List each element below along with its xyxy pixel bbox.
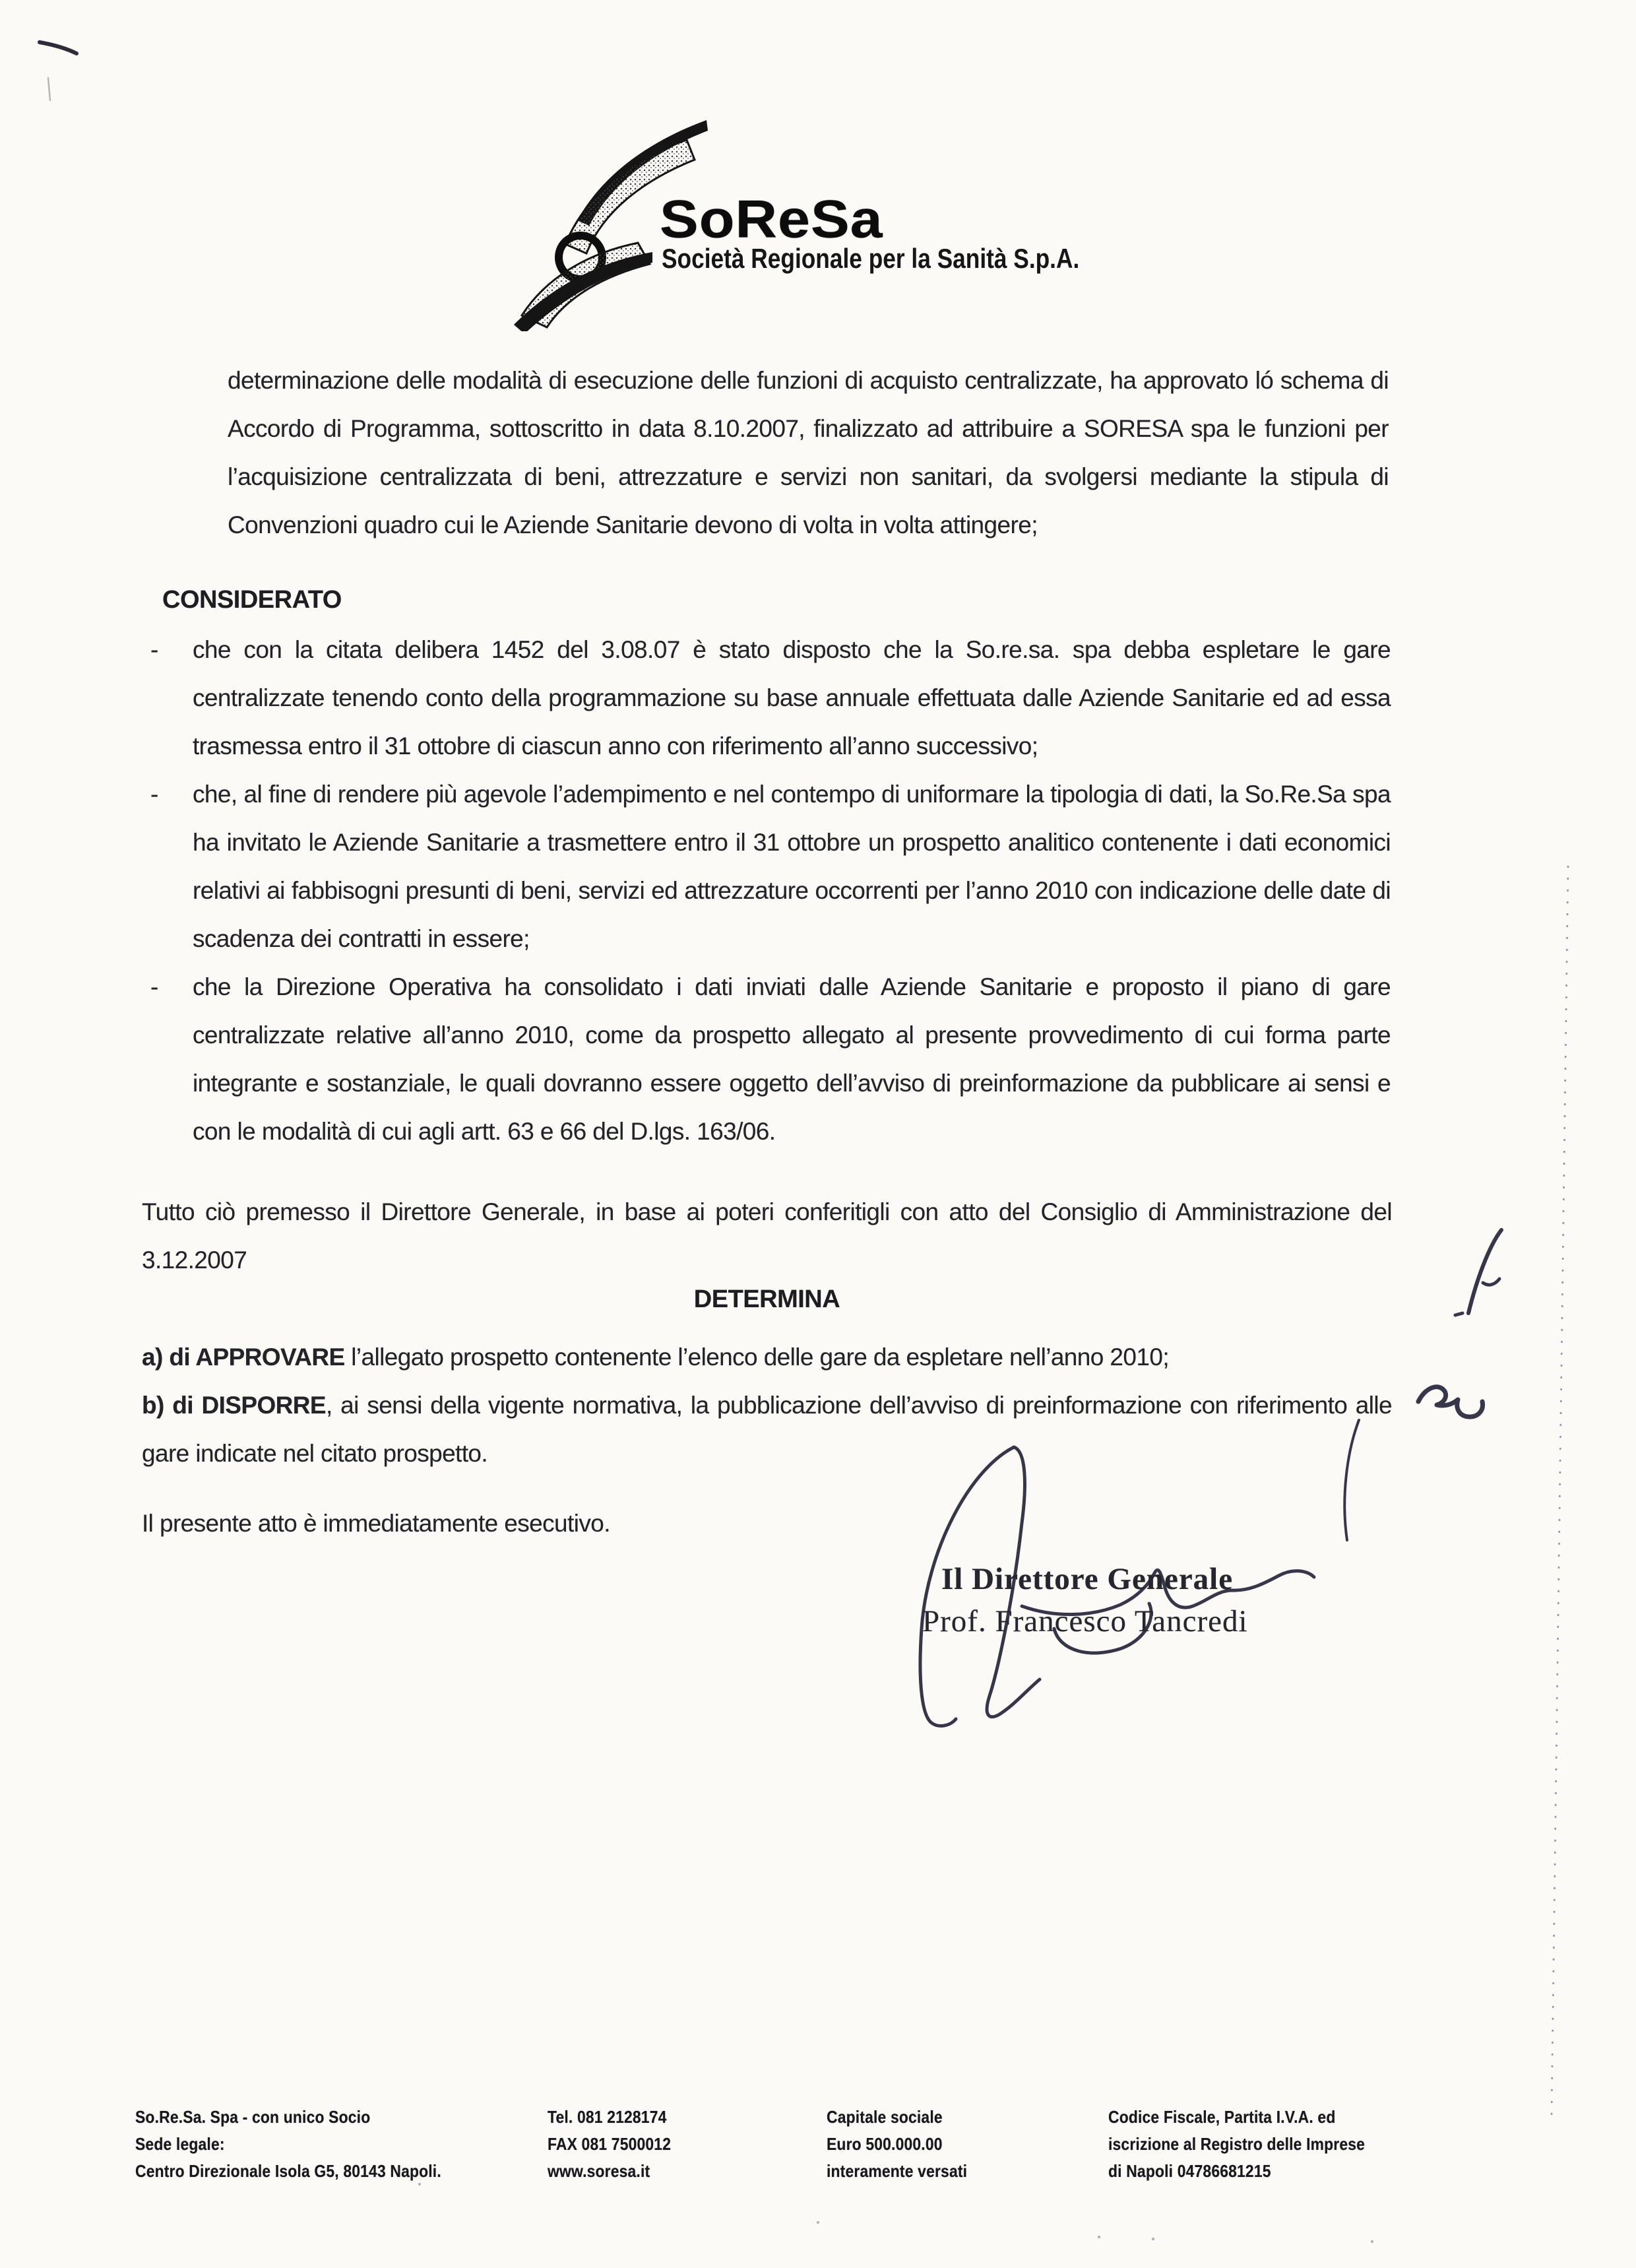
signature-stroke [920,1447,1014,1726]
bullet-text: che con la citata delibera 1452 del 3.08.07 è stato disposto che la So.re.sa. spa debba espletare le gare centralizzate tenendo conto della programmazione su base annuale effettuata dalle Aziende Sanitarie ed ad essa trasmessa entro il 31 ottobre di ciascun anno con riferimento all’anno successivo; [193,636,1391,760]
considerato-heading: CONSIDERATO [162,586,342,614]
scan-speck [817,2221,819,2224]
pen-mark-dash [1455,1313,1463,1315]
corner-pen-tick [48,78,50,100]
footer-line: Sede legale: [135,2134,225,2154]
bullet-text: che la Direzione Operativa ha consolidato i dati inviati dalle Aziende Sanitarie e proposto il piano di gare centralizzate relative all’anno 2010, come da prospetto allegato al presente provvedimento di cui forma parte integrante e sostanziale, le quali dovranno essere oggetto dell’avviso di preinformazione da pubblicare ai sensi e con le modalità di cui agli artt. 63 e 66 del D.lgs. 163/06. [193,973,1391,1145]
esecutivo-line: Il presente atto è immediatamente esecutivo. [142,1510,610,1537]
scan-speck [418,2183,421,2186]
scan-speck [1098,2236,1100,2238]
intro-paragraph: determinazione delle modalità di esecuzione delle funzioni di acquisto centralizzate, ha approvato ló schema di Accordo di Programma, sottoscritto in data 8.10.2007, finalizzato ad attribuire a SORESA spa le funzioni per l’acquisizione centralizzata di beni, attrezzature e servizi non sanitari, da svolgersi mediante la stipula di Convenzioni quadro cui le Aziende Sanitarie devono di volta in volta attingere; [228,367,1389,538]
bullet-dash: - [150,973,158,1000]
footer-line: Codice Fiscale, Partita I.V.A. ed [1108,2107,1336,2127]
dotted-scan-line [1552,866,1568,2116]
signature-stroke [1022,1570,1314,1614]
bullet-dash: - [150,781,158,808]
footer-line: di Napoli 04786681215 [1108,2161,1271,2181]
footer-line: FAX 081 7500012 [548,2134,672,2154]
logo-wordmark: SoReSa [660,188,883,249]
signature-role: Il Direttore Generale [941,1562,1234,1596]
corner-pen-dash [40,42,77,53]
signature-stroke [987,1447,1040,1717]
footer-line: Capitale sociale [827,2107,943,2127]
footer-line: So.Re.Sa. Spa - con unico Socio [135,2107,371,2127]
footer-line: iscrizione al Registro delle Imprese [1108,2134,1366,2154]
determina-heading: DETERMINA [693,1285,840,1313]
logo-tagline: Società Regionale per la Sanità S.p.A. [662,243,1080,274]
item-a-text: l’allegato prospetto contenente l’elenco delle gare da espletare nell’anno 2010; [344,1344,1170,1371]
pen-mark-paren [1344,1420,1359,1540]
scan-speck [1371,2240,1373,2243]
bullet-dash: - [150,636,158,663]
footer-website: www.soresa.it [548,2161,650,2181]
item-b-text: , ai sensi della vigente normativa, la pubblicazione dell’avviso di preinformazione con riferimento alle gare indicate nel citato prospetto. [142,1392,1392,1467]
item-a-label: a) di APPROVARE [142,1344,345,1371]
bullet-text: che, al fine di rendere più agevole l’adempimento e nel contempo di uniformare la tipologia di dati, la So.Re.Sa spa ha invitato le Aziende Sanitarie a trasmettere entro il 31 ottobre un prospetto analitico contenente i dati economici relativi ai fabbisogni presunti di beni, servizi ed attrezzature occorrenti per l’anno 2010 con indicazione delle date di scadenza dei contratti in essere; [193,781,1391,952]
pen-mark-slash [1468,1230,1501,1313]
premessa-paragraph: Tutto ciò premesso il Direttore Generale, in base ai poteri conferitigli con atto del Consiglio di Amministrazione del 3.12.2007 [142,1198,1392,1274]
pen-mark-squiggle [1418,1387,1483,1417]
signature-name: Prof. Francesco Tancredi [922,1604,1248,1638]
scan-speck [1152,2238,1154,2240]
footer-line: Tel. 081 2128174 [548,2107,667,2127]
footer-line: Centro Direzionale Isola G5, 80143 Napoli. [135,2161,441,2181]
footer-line: interamente versati [827,2161,968,2181]
item-b-label: b) di DISPORRE [142,1392,326,1419]
scan-specks [418,2183,1373,2243]
pen-mark-slash-tick [1483,1279,1499,1285]
footer-line: Euro 500.000.00 [827,2134,943,2154]
